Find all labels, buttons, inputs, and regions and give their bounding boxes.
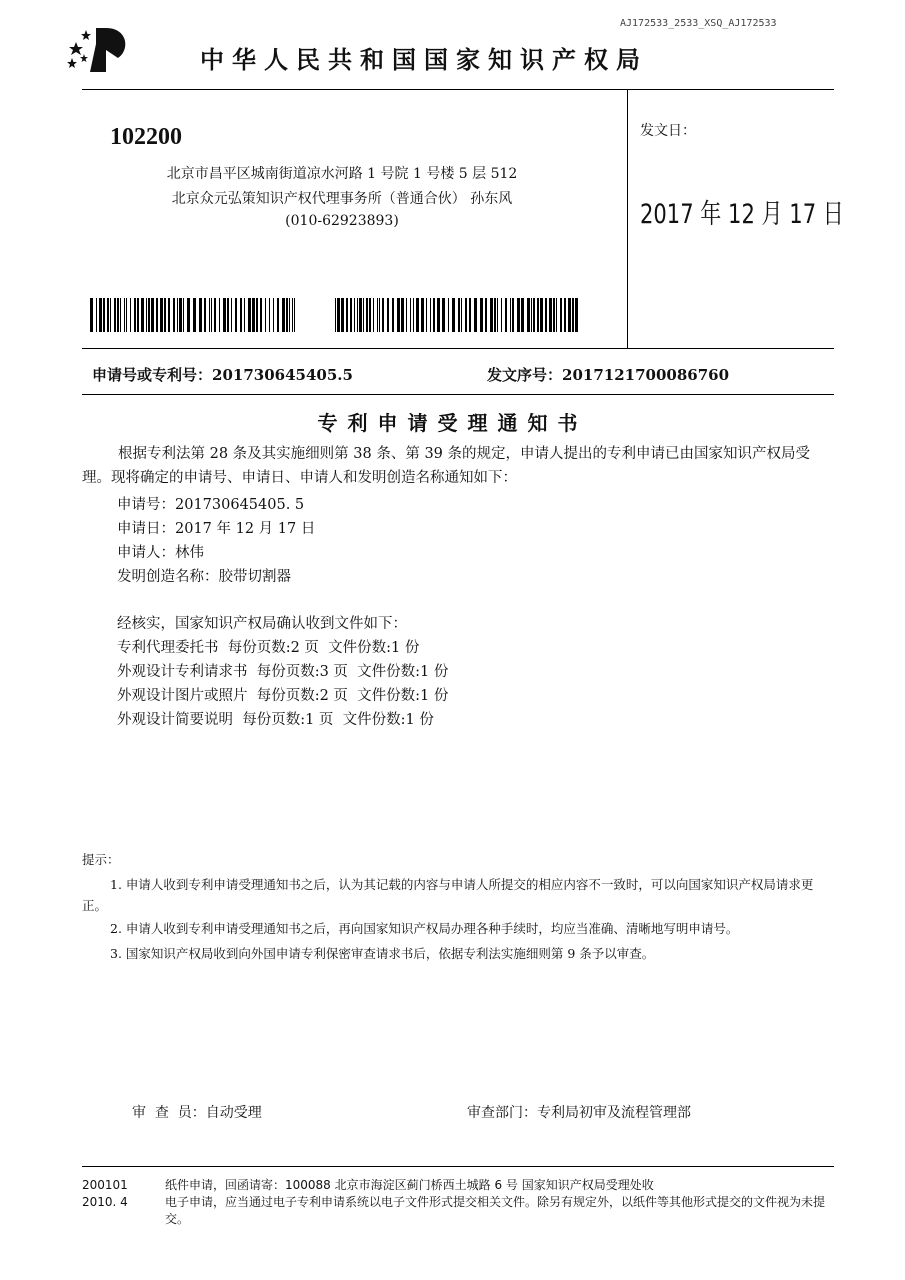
recipient-phone: (010-62923893) bbox=[285, 213, 399, 229]
application-number-value: 201730645405.5 bbox=[212, 366, 353, 384]
postcode: 102200 bbox=[110, 124, 182, 150]
field-application-date: 申请日：2017 年 12 月 17 日 bbox=[117, 521, 316, 537]
received-file-item: 专利代理委托书 每份页数:2 页 文件份数:1 份 bbox=[117, 640, 420, 656]
form-code: 200101 bbox=[82, 1178, 128, 1192]
electronic-submission-note: 电子申请，应当通过电子专利申请系统以电子文件形式提交相关文件。除另有规定外，以纸件等其他形式提交的文件视为未提交。 bbox=[165, 1195, 826, 1226]
barcode-right bbox=[335, 298, 580, 332]
address-block-divider bbox=[627, 89, 628, 348]
received-files-intro: 经核实，国家知识产权局确认收到文件如下： bbox=[117, 616, 407, 632]
notice-intro: 根据专利法第 28 条及其实施细则第 38 条、第 39 条的规定，申请人提出的专利申请已由国家知识产权局受理。现将确定的申请号、申请日、申请人和发明创造名称通知如下： bbox=[82, 446, 811, 486]
received-file-item: 外观设计图片或照片 每份页数:2 页 文件份数:1 份 bbox=[117, 688, 449, 704]
hint-item: 1. 申请人收到专利申请受理通知书之后，认为其记载的内容与申请人所提交的相应内容不一致时，可以向国家知识产权局请求更正。 bbox=[82, 877, 814, 913]
header-divider bbox=[82, 89, 834, 90]
office-title: 中华人民共和国国家知识产权局 bbox=[200, 46, 648, 74]
cnipa-logo-icon bbox=[66, 24, 136, 76]
received-file-item: 外观设计专利请求书 每份页数:3 页 文件份数:1 份 bbox=[117, 664, 449, 680]
examining-department: 审查部门：专利局初审及流程管理部 bbox=[467, 1105, 691, 1121]
recipient-address: 北京市昌平区城南街道凉水河路 1 号院 1 号楼 5 层 512 bbox=[166, 166, 518, 182]
hint-item: 2. 申请人收到专利申请受理通知书之后，再向国家知识产权局办理各种手续时，均应当准确、清晰地写明申请号。 bbox=[110, 921, 739, 936]
examiner: 审 查 员：自动受理 bbox=[132, 1105, 262, 1121]
hints-title: 提示： bbox=[82, 852, 120, 867]
field-applicant: 申请人：林伟 bbox=[117, 545, 204, 561]
dispatch-sequence bbox=[487, 364, 729, 385]
form-version: 2010. 4 bbox=[82, 1195, 128, 1209]
dispatch-sequence-value: 2017121700086760 bbox=[562, 366, 730, 384]
dispatch-date-label: 发文日： bbox=[640, 123, 696, 139]
field-application-number: 申请号：201730645405. 5 bbox=[117, 497, 305, 513]
recipient-agency: 北京众元弘策知识产权代理事务所（普通合伙） 孙东风 bbox=[171, 191, 513, 207]
footer-divider bbox=[82, 1166, 834, 1167]
dispatch-date: 2017 年 12 月 17 日 bbox=[640, 199, 844, 230]
dispatch-sequence-label: 发文序号： bbox=[487, 366, 563, 384]
application-number bbox=[92, 364, 353, 385]
barcode-left bbox=[90, 298, 296, 332]
field-invention-title: 发明创造名称：胶带切割器 bbox=[117, 569, 291, 585]
numbers-top-divider bbox=[82, 348, 834, 349]
received-file-item: 外观设计简要说明 每份页数:1 页 文件份数:1 份 bbox=[117, 712, 434, 728]
paper-submission-note: 纸件申请，回函请寄：100088 北京市海淀区蓟门桥西土城路 6 号 国家知识产权局受理处收 bbox=[165, 1178, 654, 1192]
application-number-label: 申请号或专利号： bbox=[92, 366, 213, 384]
hint-item: 3. 国家知识产权局收到向外国申请专利保密审查请求书后，依据专利法实施细则第 9 条予以审查。 bbox=[110, 946, 655, 961]
document-id: AJ172533_2533_XSQ_AJ172533 bbox=[620, 18, 777, 29]
numbers-bottom-divider bbox=[82, 394, 834, 395]
notice-title: 专利申请受理通知书 bbox=[317, 411, 588, 435]
